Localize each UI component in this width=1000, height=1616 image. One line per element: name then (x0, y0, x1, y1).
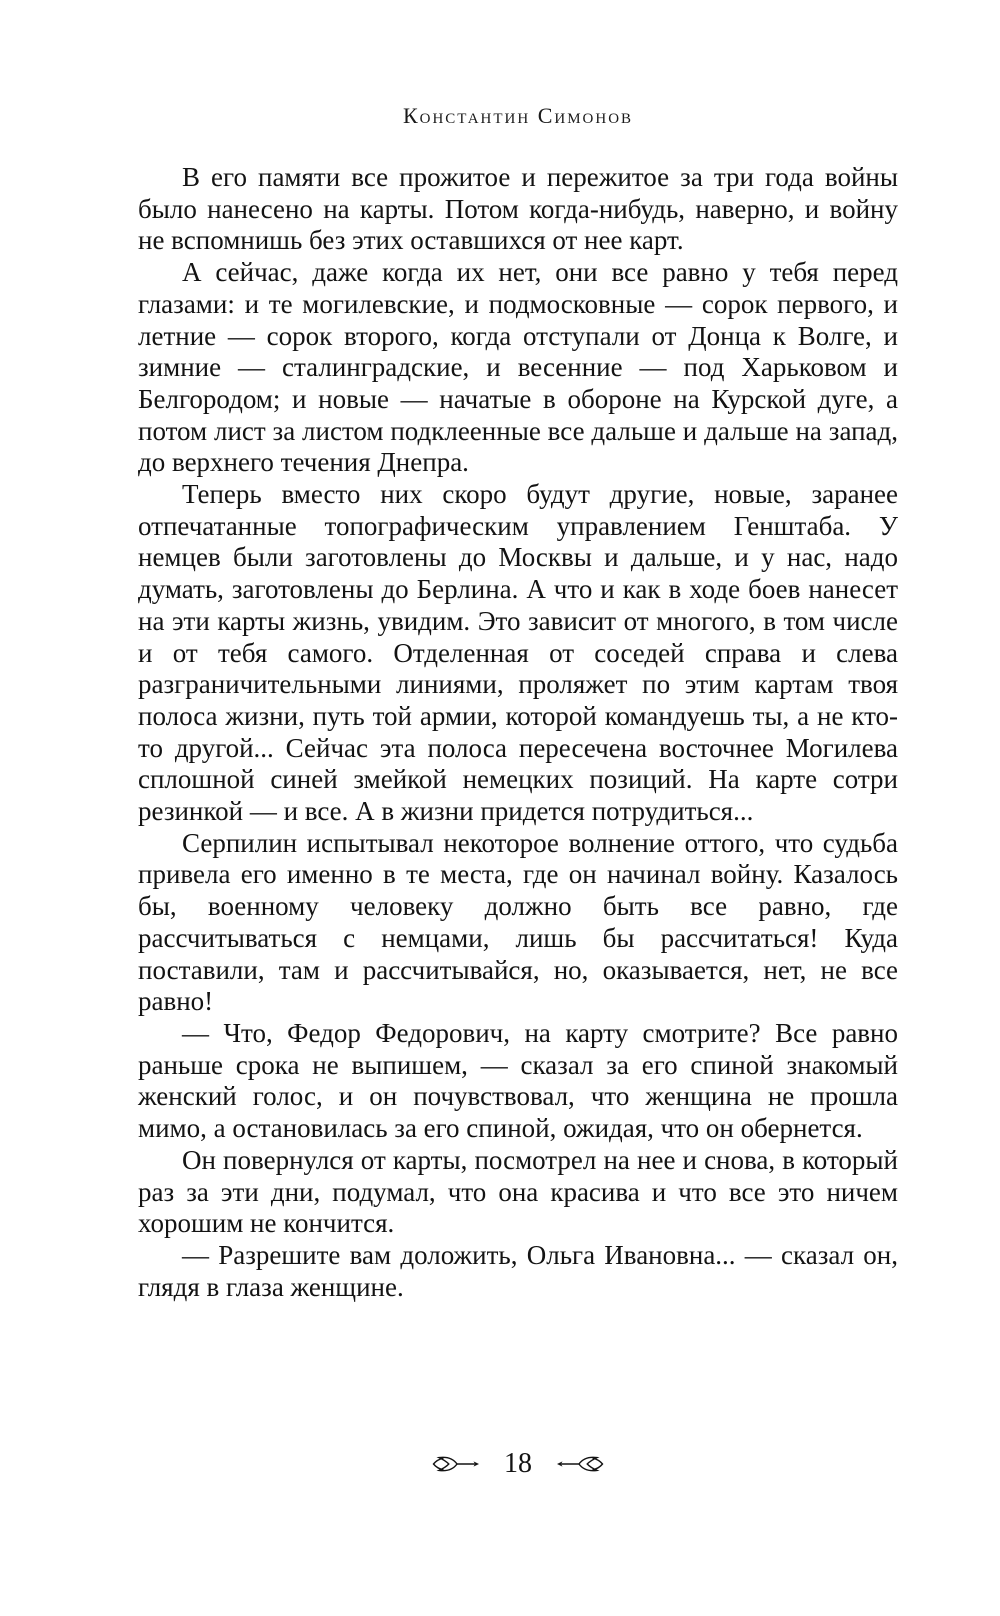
paragraph: Теперь вместо них скоро будут другие, новые, заранее отпечатанные топографическим управлением Генштаба. У немцев были заготовлены до Москвы и дальше, и у нас, надо думать, заготовлены до Берлина. А что и как в ходе боев нанесет на эти карты жизнь, увидим. Это зависит от многого, в том числе и от тебя самого. Отделенная от соседей справа и слева разграничительными линиями, проляжет по этим картам твоя полоса жизни, путь той армии, которой командуешь ты, а не кто-то другой... Сейчас эта полоса пересечена восточнее Могилева сплошной синей змейкой немецких позиций. На карте сотри резинкой — и все. А в жизни придется потрудиться... (138, 479, 898, 827)
paragraph: В его памяти все прожитое и пережитое за три года войны было нанесено на карты. Потом когда-нибудь, наверно, и войну не вспомнишь без этих оставшихся от нее карт. (138, 162, 898, 256)
running-header: Константин Симонов (402, 103, 634, 128)
paragraph: — Разрешите вам доложить, Ольга Ивановна... — сказал он, глядя в глаза женщине. (138, 1239, 898, 1302)
paragraph: — Что, Федор Федорович, на карту смотрите? Все равно раньше срока не выпишем, — сказал за его спиной знакомый женский голос, и он почувствовал, что женщина не прошла мимо, а остановилась за его спиной, ожидая, что он обернется. (138, 1017, 898, 1144)
paragraph: Серпилин испытывал некоторое волнение оттого, что судьба привела его именно в те места, где он начинал войну. Казалось бы, военному человеку должно быть все равно, где рассчитываться с немцами, лишь бы рассчитаться! Куда поставили, там и рассчитывайся, но, оказывается, нет, не все равно! (138, 827, 898, 1017)
fleuron-arrow-right-icon (556, 1455, 604, 1473)
paragraph: Он повернулся от карты, посмотрел на нее и снова, в который раз за эти дни, подумал, что она красива и что все это ничем хорошим не кончится. (138, 1144, 898, 1239)
paragraph: А сейчас, даже когда их нет, они все равно у тебя перед глазами: и те могилевские, и подмосковные — сорок первого, и летние — сорок второго, когда отступали от Донца к Волге, и зимние — сталинградские, и весенние — под Харьковом и Белгородом; и новые — начатые в обороне на Курской дуге, а потом лист за листом подклеенные все дальше и дальше на запад, до верхнего течения Днепра. (138, 257, 898, 478)
page-text (138, 162, 898, 1303)
fleuron-arrow-left-icon (432, 1455, 480, 1473)
page-footer (138, 1450, 898, 1478)
page-number: 18 (504, 1448, 532, 1479)
